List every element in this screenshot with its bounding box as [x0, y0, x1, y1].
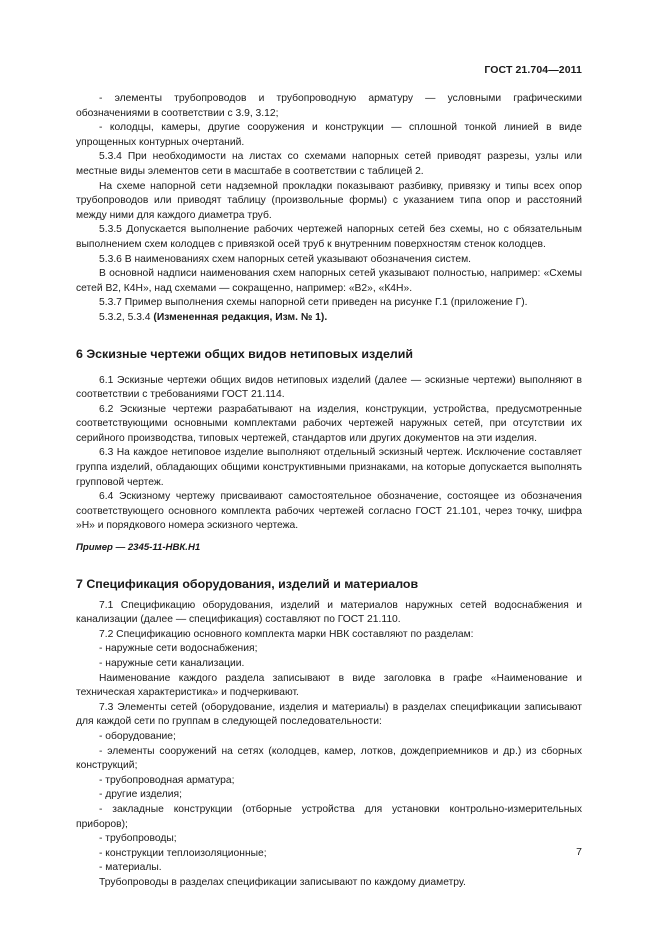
sec5-line-5: 5.3.5 Допускается выполнение рабочих чертежей напорных сетей без схемы, но с обязательным выполнением схем колодцев с привязкой осей труб к внутренним поверхностям стенок колодцев. [76, 224, 582, 250]
sec6-paragraph-3: 6.3 На каждое нетиповое изделие выполняют отдельный эскизный чертеж. Исключение составляет группа изделий, обладающих общими конструктивными признаками, на которые допускается выполнять групповой чертеж. [76, 447, 582, 488]
sec5-line-1: - элементы трубопроводов и трубопроводную арматуру — условными графическими обозначениями в соответствии с 3.9, 3.12; [76, 93, 582, 119]
sec7-group-item: - закладные конструкции (отборные устройства для установки контрольно-измерительных приборов); [76, 803, 582, 830]
amendment-text: (Измененная редакция, Изм. № 1). [153, 311, 328, 323]
sec7-list-item: - наружные сети водоснабжения; [99, 643, 258, 655]
sec7-paragraph-1: 7.1 Спецификацию оборудования, изделий и материалов наружных сетей водоснабжения и канализации (далее — спецификация) составляют по ГОСТ 21.110. [76, 599, 582, 626]
section-6-title: 6 Эскизные чертежи общих видов нетиповых изделий [76, 346, 414, 361]
sec7-group-item: - материалы. [99, 862, 162, 874]
sec5-line-2: - колодцы, камеры, другие сооружения и конструкции — сплошной тонкой линией в виде упрощенных контурных очертаний. [76, 122, 582, 148]
page-number: 7 [576, 846, 582, 858]
sec7-paragraph-3: Наименование каждого раздела записывают в виде заголовка в графе «Наименование и техническая характеристика» и подчеркивают. [76, 672, 582, 699]
sec5-line-8: 5.3.7 Пример выполнения схемы напорной сети приведен на рисунке Г.1 (приложение Г). [99, 297, 528, 309]
sec7-group-item: - конструкции теплоизоляционные; [99, 847, 267, 859]
sec7-group-item: - другие изделия; [99, 789, 182, 801]
sec6-paragraph-4: 6.4 Эскизному чертежу присваивают самостоятельное обозначение, состоящее из обозначения соответствующего основного комплекта рабочих чертежей согласно ГОСТ 21.101, через точку, шифра »Н» и порядкового номера эскизного чертежа. [76, 491, 582, 532]
sec7-group-item: - элементы сооружений на сетях (колодцев, камер, лотков, дождеприемников и др.) из сборных конструкций; [76, 745, 582, 772]
amendment-note [76, 311, 582, 326]
sec7-list-item: - наружные сети канализации. [99, 658, 245, 669]
sec7-paragraph-2: 7.2 Спецификацию основного комплекта марки НВК составляют по разделам: [99, 628, 474, 640]
sec7-group-item: - оборудование; [99, 730, 176, 742]
sec7-paragraph-5: Трубопроводы в разделах спецификации записывают по каждому диаметру. [99, 876, 466, 888]
sec7-paragraph-4: 7.3 Элементы сетей (оборудование, изделия и материалы) в разделах спецификации записывают для каждой сети по группам в следующей последовательности: [76, 701, 582, 728]
sec6-paragraph-2: 6.2 Эскизные чертежи разрабатывают на изделия, конструкции, устройства, предусмотренные соответствующими основными комплектами рабочих чертежей наружных сетей, при отсутствии их серийного производства, типовых чертежей, стандартов или других документов на эти изделия. [76, 403, 582, 444]
sec7-group-item: - трубопроводная арматура; [99, 774, 235, 786]
sec7-group-item: - трубопроводы; [99, 833, 177, 845]
amendment-prefix: 5.3.2, 5.3.4 [99, 311, 154, 323]
sec6-example: Пример — 2345-11-НВК.Н1 [76, 542, 201, 554]
standard-code: ГОСТ 21.704—2011 [484, 64, 582, 76]
sec5-line-4: На схеме напорной сети надземной прокладки показывают разбивку, привязку и типы всех опор трубопроводов или приводят таблицу (произвольные формы) с указанием типа опор и расстояний между ними для каждого диаметра труб. [76, 180, 582, 221]
section-7-title: 7 Спецификация оборудования, изделий и материалов [76, 576, 419, 591]
sec5-line-7: В основной надписи наименования схем напорных сетей указывают полностью, например: «Схемы сетей В2, К4Н», над схемами — сокращенно, например: «В2», «К4Н». [76, 268, 582, 294]
sec5-line-6: 5.3.6 В наименованиях схем напорных сетей указывают обозначения систем. [99, 253, 472, 265]
page-content [76, 92, 582, 891]
sec6-paragraph-1: 6.1 Эскизные чертежи общих видов нетиповых изделий (далее — эскизные чертежи) выполняют в соответствии с требованиями ГОСТ 21.114. [76, 374, 582, 401]
sec5-line-3: 5.3.4 При необходимости на листах со схемами напорных сетей приводят разрезы, узлы или местные виды элементов сети в масштабе в соответствии с таблицей 2. [76, 151, 582, 177]
